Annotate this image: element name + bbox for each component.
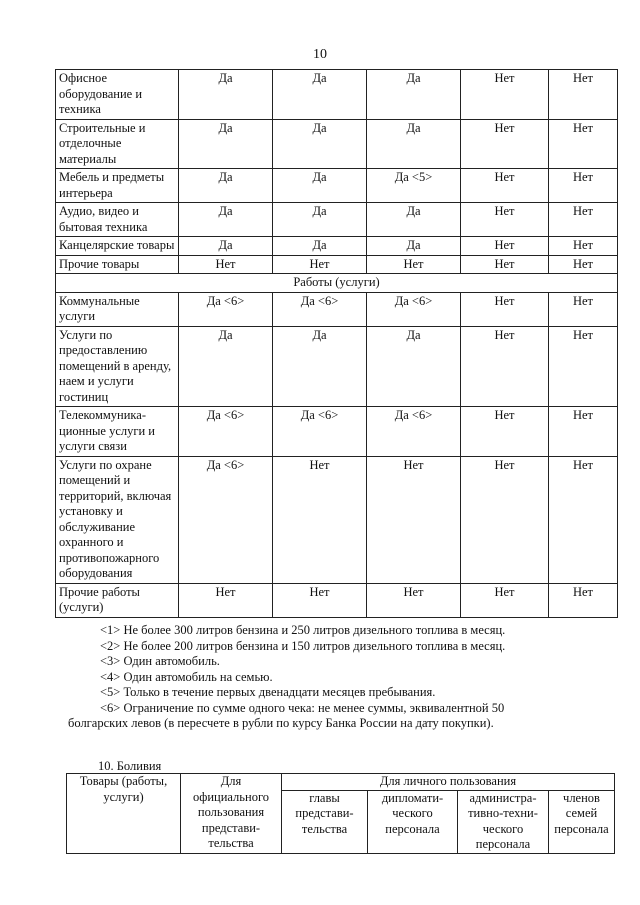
bolivia-sub-family: членов семей персонала (549, 790, 615, 853)
table-cell: Да <6> (179, 456, 273, 583)
footnote-4: <4> Один автомобиль на семью. (100, 669, 273, 684)
table-cell: Нет (461, 203, 549, 237)
bolivia-col-goods: Товары (работы, услуги) (67, 774, 181, 854)
table-cell: Да <5> (367, 169, 461, 203)
table-cell: Нет (549, 203, 618, 237)
table-cell: Да (273, 70, 367, 120)
table-row (56, 326, 618, 407)
table-cell: Нет (461, 583, 549, 617)
table-cell: Нет (461, 456, 549, 583)
table-cell: Да <6> (179, 407, 273, 457)
table-cell: Да (273, 169, 367, 203)
table-cell: Нет (461, 326, 549, 407)
table-row (56, 583, 618, 617)
table-cell: Да (367, 70, 461, 120)
footnote-2: <2> Не более 200 литров бензина и 150 литров дизельного топлива в месяц. (100, 638, 506, 653)
table-cell: Нет (273, 456, 367, 583)
table-cell: Да <6> (273, 292, 367, 326)
table-cell: Нет (549, 119, 618, 169)
table-cell: Нет (461, 119, 549, 169)
table-cell: Да (179, 237, 273, 256)
table-cell: Нет (179, 255, 273, 274)
row-label: Прочие товары (56, 255, 179, 274)
table-row (56, 237, 618, 256)
row-label: Телекоммуника-ционные услуги и услуги связи (56, 407, 179, 457)
table-cell: Да <6> (367, 407, 461, 457)
table-row (56, 255, 618, 274)
table-cell: Да (273, 326, 367, 407)
table-cell: Да (367, 237, 461, 256)
footnote-6: <6> Ограничение по сумме одного чека: не менее суммы, эквивалентной 50 (100, 700, 505, 715)
table-cell: Нет (549, 237, 618, 256)
table-cell: Да <6> (273, 407, 367, 457)
table-cell: Нет (549, 70, 618, 120)
table-row (56, 203, 618, 237)
footnotes (68, 623, 570, 732)
table-cell: Нет (367, 456, 461, 583)
table-cell: Нет (549, 407, 618, 457)
table-cell: Да <6> (367, 292, 461, 326)
table-cell: Да (179, 326, 273, 407)
table-cell: Да <6> (179, 292, 273, 326)
bolivia-table (66, 773, 615, 854)
table-cell: Да (179, 70, 273, 120)
table-cell: Да (179, 203, 273, 237)
section-title-works: Работы (услуги) (56, 274, 618, 293)
table-cell: Да (273, 203, 367, 237)
table-cell: Нет (179, 583, 273, 617)
row-label: Офисное оборудование и техника (56, 70, 179, 120)
table-cell: Нет (549, 583, 618, 617)
section-row (56, 274, 618, 293)
table-cell: Нет (549, 169, 618, 203)
table-row (56, 292, 618, 326)
table-row (56, 169, 618, 203)
row-label: Услуги по охране помещений и территорий, включая установку и обслуживание охранного и противопожарного оборудования (56, 456, 179, 583)
table-cell: Нет (461, 407, 549, 457)
table-cell: Нет (549, 255, 618, 274)
footnote-6-continued: болгарских левов (в пересчете в рубли по курсу Банка России на дату покупки). (68, 716, 494, 730)
table-cell: Нет (461, 255, 549, 274)
table-cell: Нет (273, 255, 367, 274)
row-label: Мебель и предметы интерьера (56, 169, 179, 203)
table-cell: Да (367, 326, 461, 407)
table-cell: Нет (461, 169, 549, 203)
table-cell: Да (367, 119, 461, 169)
table-cell: Нет (461, 70, 549, 120)
table-cell: Нет (367, 255, 461, 274)
page-number: 10 (313, 47, 327, 62)
table-cell: Нет (461, 292, 549, 326)
table-cell: Нет (549, 292, 618, 326)
footnote-3: <3> Один автомобиль. (100, 654, 220, 668)
row-label: Канцелярские товары (56, 237, 179, 256)
table-row (56, 70, 618, 120)
table-cell: Нет (367, 583, 461, 617)
bolivia-col-official: Для официального пользования представи-тельства (181, 774, 282, 854)
table-cell: Нет (549, 326, 618, 407)
table-row (56, 407, 618, 457)
table-cell: Да (273, 119, 367, 169)
bolivia-sub-diplomatic: дипломати-ческого персонала (368, 790, 458, 853)
section-title-bolivia: 10. Боливия (98, 759, 162, 773)
table-row (56, 456, 618, 583)
row-label: Строительные и отделочные материалы (56, 119, 179, 169)
row-label: Коммунальные услуги (56, 292, 179, 326)
bolivia-col-personal: Для личного пользования (282, 774, 615, 791)
table-cell: Да (273, 237, 367, 256)
footnote-1: <1> Не более 300 литров бензина и 250 литров дизельного топлива в месяц. (100, 623, 506, 637)
bolivia-sub-admin: администра-тивно-техни-ческого персонала (458, 790, 549, 853)
row-label: Услуги по предоставлению помещений в аренду, наем и услуги гостиниц (56, 326, 179, 407)
table-cell: Нет (461, 237, 549, 256)
row-label: Аудио, видео и бытовая техника (56, 203, 179, 237)
table-cell: Нет (273, 583, 367, 617)
table-cell: Да (179, 169, 273, 203)
goods-table (55, 69, 618, 618)
row-label: Прочие работы (услуги) (56, 583, 179, 617)
bolivia-sub-heads: главы представи-тельства (282, 790, 368, 853)
footnote-5: <5> Только в течение первых двенадцати месяцев пребывания. (100, 685, 436, 699)
table-cell: Да (367, 203, 461, 237)
table-cell: Нет (549, 456, 618, 583)
table-row (56, 119, 618, 169)
table-cell: Да (179, 119, 273, 169)
